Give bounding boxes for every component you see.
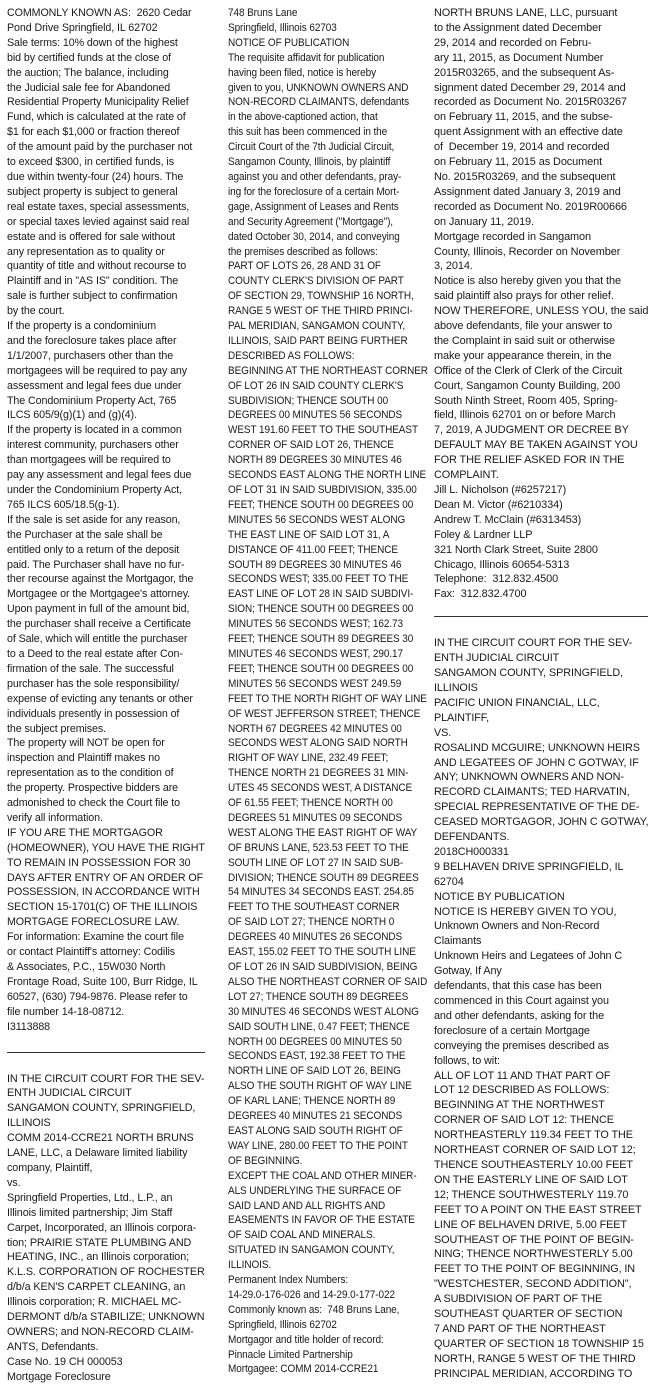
- notice-pacific-union-financial: IN THE CIRCUIT COURT FOR THE SEV- ENTH JUDICIAL CIRCUIT SANGAMON COUNTY, SPRINGFIELD, ILLINOIS PACIFIC UNION FINANCIAL, LLC, PLAINTIFF, VS. ROSALIND MCGUIRE; UNKNOWN HEIRS AND LEGATEES OF JOHN C GOTWAY, IF ANY; UNKNOWN OWNERS AND NON- RECORD CLAIMANTS; TED HARVATIN, SPECIAL REPRESENTATIVE OF THE DE- CEASED MORTGAGOR, JOHN C GOTWAY, DEFENDANTS. 2018CH000331 9 BELHAVEN DRIVE SPRINGFIELD, IL 62704 NOTICE BY PUBLICATION NOTICE IS HEREBY GIVEN TO YOU, Unknown Owners and Non-Record Claimants Unknown Heirs and Legatees of John C Gotway, If Any defendants, that this case has been commenced in this Court against you and other defendants, asking for the foreclosure of a certain Mortgage conveying the premises described as follows, to wit: ALL OF LOT 11 AND THAT PART OF LOT 12 DESCRIBED AS FOLLOWS: BEGINNING AT THE NORTHWEST CORNER OF SAID LOT 12: THENCE NORTHEASTERLY 119.34 FEET TO THE NORTHEAST CORNER OF SAID LOT 12; THENCE SOUTHEASTERLY 10.00 FEET ON THE EASTERLY LINE OF SAID LOT 12; THENCE SOUTHWESTERLY 119.70 FEET TO A POINT ON THE EAST STREET LINE OF BELHAVEN DRIVE, 5.00 FEET SOUTHEAST OF THE POINT OF BEGIN- NING; THENCE NORTHWESTERLY 5.00 FEET TO THE POINT OF BEGINNING, IN "WESTCHESTER, SECOND ADDITION", A SUBDIVISION OF PART OF THE SOUTHEAST QUARTER OF SECTION 7 AND PART OF THE NORTHEAST QUARTER OF SECTION 18 TOWNSHIP 15 NORTH, RANGE 5 WEST OF THE THIRD PRINCIPAL MERIDIAN, ACCORDING TO: [434, 637, 649, 1380]
- notice-comm-2014-ccre21-caption: IN THE CIRCUIT COURT FOR THE SEV- ENTH JUDICIAL CIRCUIT SANGAMON COUNTY, SPRINGFIELD, ILLINOIS COMM 2014-CCRE21 NORTH BRUNS LANE, LLC, a Delaware limited liability company, Plaintiff, vs. Springfield Properties, Ltd., L.P., an Illinois limited partnership; Jim Staff Carpet, Incorporated, an Illinois corpora- tion; PRAIRIE STATE PLUMBING AND HEATING, INC., an Illinois corporation; K.L.S. CORPORATION OF ROCHESTER d/b/a KEN'S CARPET CLEANING, an Illinois corporation; R. MICHAEL MC- DERMONT d/b/a STABILIZE; UNKNOWN OWNERS; and NON-RECORD CLAIM- ANTS, Defendants. Case No. 19 CH 000053 Mortgage Foreclosure: [7, 1072, 205, 1383]
- notice-divider: [7, 1052, 205, 1053]
- notice-divider: [434, 616, 648, 617]
- column-2: [228, 6, 428, 1376]
- notice-publication-bruns-lane: 748 Bruns Lane Springfield, Illinois 62703 NOTICE OF PUBLICATION The requisite affidavit for publication having been filed, notice is hereby given to you, UNKNOWN OWNERS AND NON-RECORD CLAIMANTS, defendants in the above-captioned action, that this suit has been commenced in the Circuit Court of the 7th Judicial Circuit, Sangamon County, Illinois, by plaintiff against you and other defendants, pray- ing for the foreclosure of a certain Mort- gage, Assignment of Leases and Rents and Security Agreement ("Mortgage"), dated October 30, 2014, and conveying the premises described as follows: PART OF LOTS 26, 28 AND 31 OF COUNTY CLERK'S DIVISION OF PART OF SECTION 29, TOWNSHIP 16 NORTH, RANGE 5 WEST OF THE THIRD PRINCI- PAL MERIDIAN, SANGAMON COUNTY, ILLINOIS, SAID PART BEING FURTHER DESCRIBED AS FOLLOWS: BEGINNING AT THE NORTHEAST CORNER OF LOT 26 IN SAID COUNTY CLERK'S SUBDIVISION; THENCE SOUTH 00 DEGREES 00 MINUTES 56 SECONDS WEST 191.60 FEET TO THE SOUTHEAST CORNER OF SAID LOT 26, THENCE NORTH 89 DEGREES 30 MINUTES 46 SECONDS EAST ALONG THE NORTH LINE OF LOT 31 IN SAID SUBDIVISION, 335.00 FEET; THENCE SOUTH 00 DEGREES 00 MINUTES 56 SECONDS WEST ALONG THE EAST LINE OF SAID LOT 31, A DISTANCE OF 411.00 FEET; THENCE SOUTH 89 DEGREES 30 MINUTES 46 SECONDS WEST; 335.00 FEET TO THE EAST LINE OF LOT 28 IN SAID SUBDIVI- SION; THENCE SOUTH 00 DEGREES 00 MINUTES 56 SECONDS WEST; 162.73 FEET; THENCE SOUTH 89 DEGREES 30 MINUTES 46 SECONDS WEST, 290.17 FEET; THENCE SOUTH 00 DEGREES 00 MINUTES 56 SECONDS WEST 249.59 FEET TO THE NORTH RIGHT OF WAY LINE OF WEST JEFFERSON STREET; THENCE NORTH 67 DEGREES 42 MINUTES 00 SECONDS WEST ALONG SAID NORTH RIGHT OF WAY LINE, 232.49 FEET; THENCE NORTH 21 DEGREES 31 MIN- UTES 45 SECONDS WEST, A DISTANCE OF 61.55 FEET; THENCE NORTH 00 DEGREES 51 MINUTES 09 SECONDS WEST ALONG THE EAST RIGHT OF WAY OF BRUNS LANE, 523.53 FEET TO THE SOUTH LINE OF LOT 27 IN SAID SUB- DIVISION; THENCE SOUTH 89 DEGREES 54 MINUTES 34 SECONDS EAST. 254.85 FEET TO THE SOUTHEAST CORNER OF SAID LOT 27; THENCE NORTH 0 DEGREES 40 MINUTES 26 SECONDS EAST, 155.02 FEET TO THE SOUTH LINE OF LOT 26 IN SAID SUBDIVISION, BEING ALSO THE NORTHEAST CORNER OF SAID LOT 27; THENCE SOUTH 89 DEGREES 30 MINUTES 46 SECONDS WEST ALONG SAID SOUTH LINE, 0.47 FEET; THENCE NORTH 00 DEGREES 00 MINUTES 50 SECONDS EAST, 192.38 FEET TO THE NORTH LINE OF SAID LOT 26, BEING ALSO THE SOUTH RIGHT OF WAY LINE OF KARL LANE; THENCE NORTH 89 DEGREES 40 MINUTES 21 SECONDS EAST ALONG SAID SOUTH RIGHT OF WAY LINE, 280.00 FEET TO THE POINT OF BEGINNING. EXCEPT THE COAL AND OTHER MINER- ALS UNDERLYING THE SURFACE OF SAID LAND AND ALL RIGHTS AND EASEMENTS IN FAVOR OF THE ESTATE OF SAID COAL AND MINERALS. SITUATED IN SANGAMON COUNTY, ILLINOIS. Permanent Index Numbers: 14-29.0-176-026 and 14-29.0-177-022 Commonly known as: 748 Bruns Lane, Springfield, Illinois 62702 Mortgagor and title holder of record: Pinnacle Limited Partnership Mortgagee: COMM 2014-CCRE21: [228, 7, 428, 1376]
- column-3: [434, 6, 649, 1380]
- notice-publication-continued: NORTH BRUNS LANE, LLC, pursuant to the Assignment dated December 29, 2014 and recorded on Febru- ary 11, 2015, as Document Number 2015R03265, and the subsequent As- signment dated December 29, 2014 and recorded as Document No. 2015R03267 on February 11, 2015, and the subse- quent Assignment with an effective date of December 19, 2014 and recorded on February 11, 2015 as Document No. 2015R03269, and the subsequent Assignment dated January 3, 2019 and recorded as Document No. 2019R00666 on January 11, 2019. Mortgage recorded in Sangamon County, Illinois, Recorder on November 3, 2014. Notice is also hereby given you that the said plaintiff also prays for other relief. NOW THEREFORE, UNLESS YOU, the said above defendants, file your answer to the Complaint in said suit or otherwise make your appearance therein, in the Office of the Clerk of Clerk of the Circuit Court, Sangamon County Building, 200 South Ninth Street, Room 405, Spring- field, Illinois 62701 on or before March 7, 2019, A JUDGMENT OR DECREE BY DEFAULT MAY BE TAKEN AGAINST YOU FOR THE RELIEF ASKED FOR IN THE COMPLAINT. Jill L. Nicholson (#6257217) Dean M. Victor (#6210334) Andrew T. McClain (#6313453) Foley & Lardner LLP 321 North Clark Street, Suite 2800 Chicago, Illinois 60654-5313 Telephone: 312.832.4500 Fax: 312.832.4700: [434, 7, 649, 601]
- notice-foreclosure-sale-terms: COMMONLY KNOWN AS: 2620 Cedar Pond Drive Springfield, IL 62702 Sale terms: 10% down of the highest bid by certified funds at the close of the auction; The balance, including the Judicial sale fee for Abandoned Residential Property Municipality Relief Fund, which is calculated at the rate of $1 for each $1,000 or fraction thereof of the amount paid by the purchaser not to exceed $300, in certified funds, is due within twenty-four (24) hours. The subject property is subject to general real estate taxes, special assessments, or special taxes levied against said real estate and is offered for sale without any representation as to quality or quantity of title and without recourse to Plaintiff and in "AS IS" condition. The sale is further subject to confirmation by the court. If the property is a condominium and the foreclosure takes place after 1/1/2007, purchasers other than the mortgagees will be required to pay any assessment and legal fees due under The Condominium Property Act, 765 ILCS 605/9(g)(1) and (g)(4). If the property is located in a common interest community, purchasers other than mortgagees will be required to pay any assessment and legal fees due under the Condominium Property Act, 765 ILCS 605/18.5(g-1). If the sale is set aside for any reason, the Purchaser at the sale shall be entitled only to a return of the deposit paid. The Purchaser shall have no fur- ther recourse against the Mortgagor, the Mortgagee or the Mortgagee's attorney. Upon payment in full of the amount bid, the purchaser shall receive a Certificate of Sale, which will entitle the purchaser to a Deed to the real estate after Con- firmation of the sale. The successful purchaser has the sole responsibility/ expense of evicting any tenants or other individuals presently in possession of the subject premises. The property will NOT be open for inspection and Plaintiff makes no representation as to the condition of the property. Prospective bidders are admonished to check the Court file to verify all information. IF YOU ARE THE MORTGAGOR (HOMEOWNER), YOU HAVE THE RIGHT TO REMAIN IN POSSESSION FOR 30 DAYS AFTER ENTRY OF AN ORDER OF POSSESSION, IN ACCORDANCE WITH SECTION 15-1701(C) OF THE ILLINOIS MORTGAGE FORECLOSURE LAW. For information: Examine the court file or contact Plaintiff's attorney: Codilis & Associates, P.C., 15W030 North Frontage Road, Suite 100, Burr Ridge, IL 60527, (630) 794-9876. Please refer to file number 14-18-08712. I3113888: [7, 7, 205, 1033]
- column-1: [7, 6, 205, 1383]
